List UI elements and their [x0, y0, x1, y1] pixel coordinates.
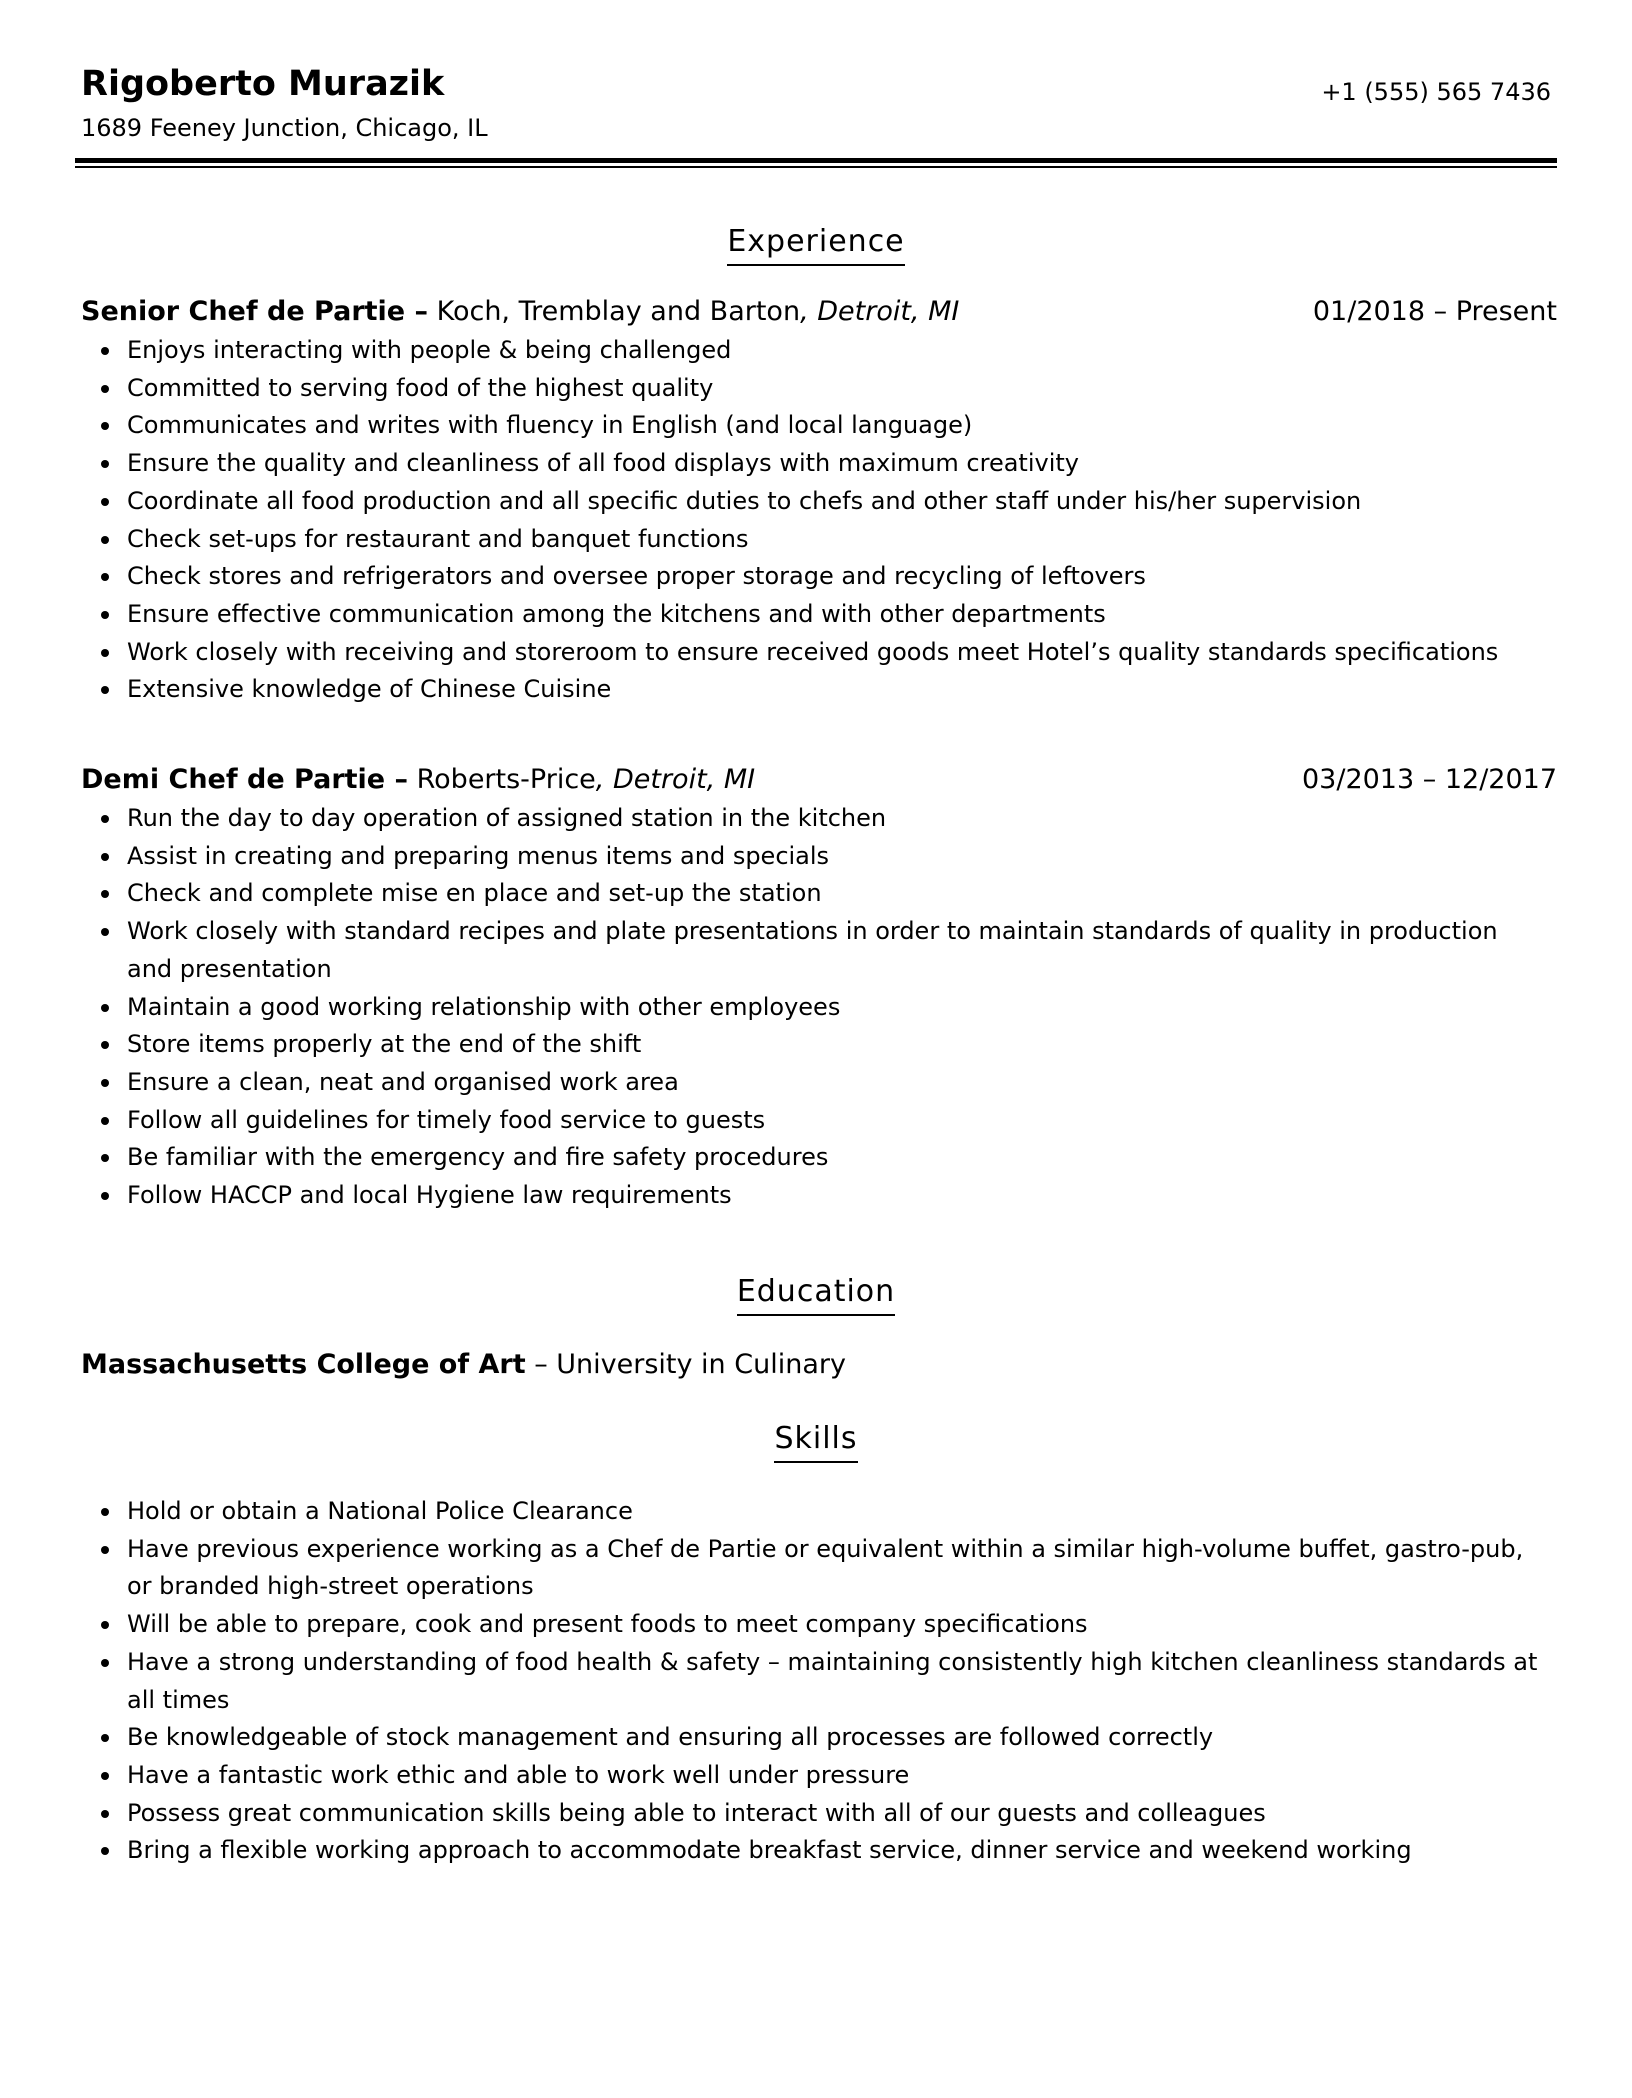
candidate-name: Rigoberto Murazik — [81, 64, 445, 104]
job-company: Roberts-Price — [408, 764, 596, 795]
list-item: Check set-ups for restaurant and banquet functions — [81, 521, 1547, 559]
phone-number: +1 (555) 565 7436 — [1321, 78, 1551, 106]
job-title: Demi Chef de Partie – — [81, 764, 409, 795]
address: 1689 Feeney Junction, Chicago, IL — [81, 114, 488, 142]
job-header — [81, 294, 1557, 330]
job-location: , Detroit, MI — [595, 764, 756, 795]
list-item: Ensure the quality and cleanliness of all food displays with maximum creativity — [81, 445, 1547, 483]
list-item: Run the day to day operation of assigned station in the kitchen — [81, 800, 1547, 838]
list-item: Ensure effective communication among the kitchens and with other departments — [81, 596, 1547, 634]
list-item: Communicates and writes with fluency in English (and local language) — [81, 407, 1547, 445]
skills-list — [81, 1493, 1557, 1870]
list-item: Follow HACCP and local Hygiene law requirements — [81, 1177, 1547, 1215]
list-item: Extensive knowledge of Chinese Cuisine — [81, 671, 1547, 709]
job-entry — [81, 294, 1557, 709]
job-role-line — [81, 294, 959, 330]
list-item: Ensure a clean, neat and organised work area — [81, 1064, 1547, 1102]
job-header — [81, 762, 1557, 798]
list-item: Possess great communication skills being able to interact with all of our guests and colleagues — [81, 1795, 1547, 1833]
list-item: Check stores and refrigerators and oversee proper storage and recycling of leftovers — [81, 558, 1547, 596]
list-item: Work closely with receiving and storeroom to ensure received goods meet Hotel’s quality standards specifications — [81, 634, 1547, 672]
list-item: Be knowledgeable of stock management and ensuring all processes are followed correctly — [81, 1719, 1547, 1757]
job-dates: 01/2018 – Present — [1312, 296, 1557, 327]
experience-heading-text: Experience — [727, 222, 904, 266]
school-name: Massachusetts College of Art — [81, 1349, 526, 1380]
list-item: Coordinate all food production and all specific duties to chefs and other staff under his/her supervision — [81, 483, 1547, 521]
job-location: , Detroit, MI — [800, 296, 960, 327]
list-item: Will be able to prepare, cook and present foods to meet company specifications — [81, 1606, 1547, 1644]
skills-heading-text: Skills — [774, 1419, 857, 1463]
list-item: Enjoys interacting with people & being challenged — [81, 332, 1547, 370]
experience-heading — [0, 222, 1632, 266]
list-item: Bring a flexible working approach to accommodate breakfast service, dinner service and weekend working — [81, 1832, 1547, 1870]
list-item: Hold or obtain a National Police Clearance — [81, 1493, 1547, 1531]
list-item: Check and complete mise en place and set-up the station — [81, 875, 1547, 913]
job-company: Koch, Tremblay and Barton — [428, 296, 801, 327]
list-item: Committed to serving food of the highest quality — [81, 370, 1547, 408]
header-divider-thin — [75, 166, 1557, 168]
list-item: Have a strong understanding of food health & safety – maintaining consistently high kitchen cleanliness standards at all times — [81, 1644, 1547, 1719]
list-item: Have a fantastic work ethic and able to work well under pressure — [81, 1757, 1547, 1795]
list-item: Be familiar with the emergency and fire safety procedures — [81, 1139, 1547, 1177]
education-heading-text: Education — [737, 1272, 895, 1316]
job-duties-list — [81, 800, 1557, 1215]
education-entry — [81, 1347, 846, 1383]
list-item: Store items properly at the end of the shift — [81, 1026, 1547, 1064]
skills-section — [81, 1491, 1557, 1870]
skills-heading — [0, 1419, 1632, 1463]
list-item: Have previous experience working as a Chef de Partie or equivalent within a similar high-volume buffet, gastro-pub, or branded high-street operations — [81, 1531, 1547, 1606]
job-dates: 03/2013 – 12/2017 — [1302, 764, 1557, 795]
degree: – University in Culinary — [525, 1349, 846, 1380]
job-title: Senior Chef de Partie – — [81, 296, 429, 327]
header-divider-thick — [75, 158, 1557, 163]
list-item: Maintain a good working relationship with other employees — [81, 989, 1547, 1027]
job-entry — [81, 762, 1557, 1215]
list-item: Assist in creating and preparing menus items and specials — [81, 838, 1547, 876]
education-heading — [0, 1272, 1632, 1316]
list-item: Follow all guidelines for timely food service to guests — [81, 1102, 1547, 1140]
job-duties-list — [81, 332, 1557, 709]
job-role-line — [81, 762, 755, 798]
list-item: Work closely with standard recipes and plate presentations in order to maintain standards of quality in production and presentation — [81, 913, 1547, 988]
